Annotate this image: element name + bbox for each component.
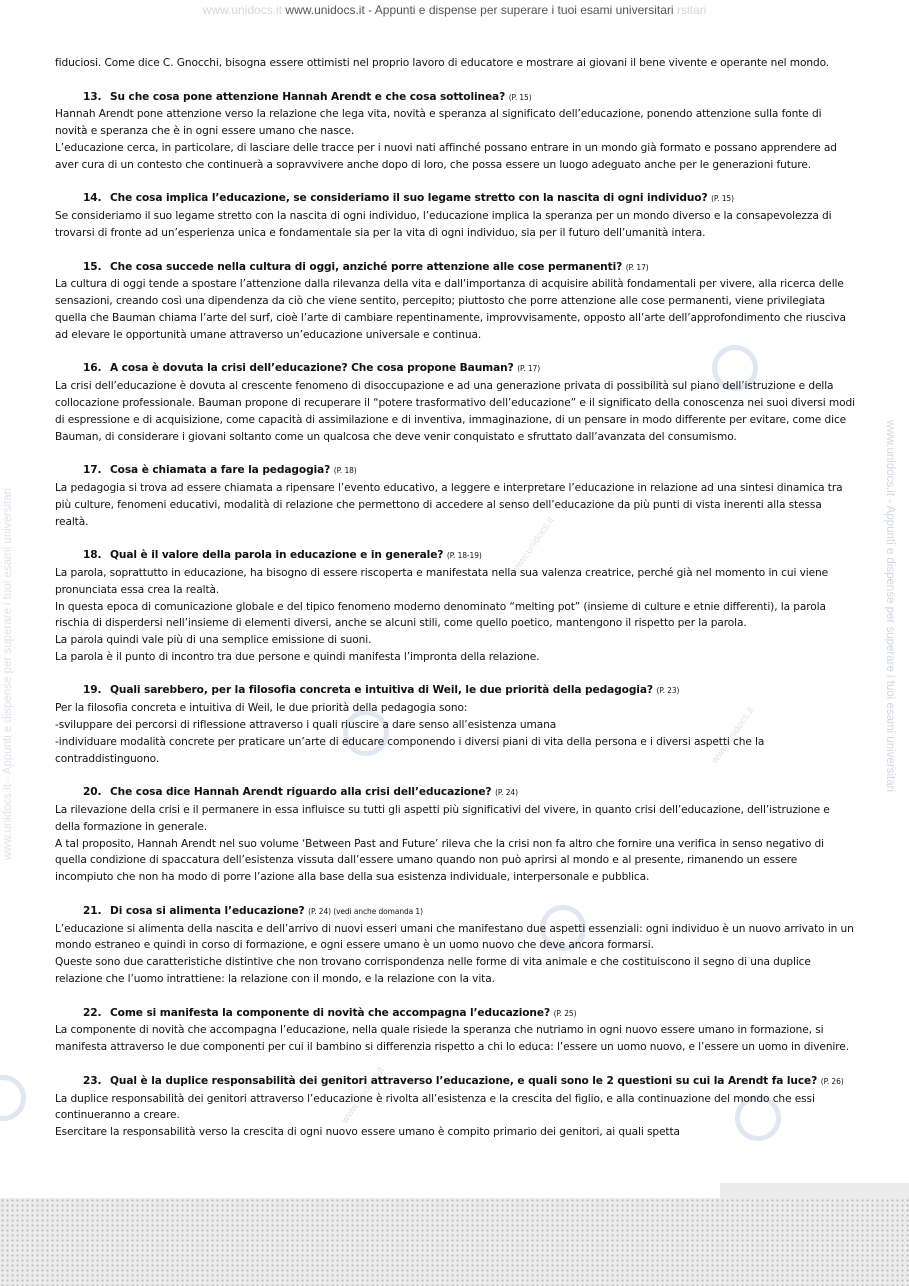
answer-paragraph: -sviluppare dei percorsi di riflessione attraverso i quali riuscire a dare senso all’esistenza umana: [55, 719, 557, 732]
diagonal-watermark-2: www.unidocs.it: [709, 705, 757, 766]
question-number: 14.: [83, 192, 102, 205]
page-reference: (P. 18-19): [446, 551, 482, 561]
question-number: 17.: [83, 464, 102, 477]
question-text: Quali sarebbero, per la filosofia concreta e intuitiva di Weil, le due priorità della pedagogia?: [110, 684, 653, 697]
page-reference: (P. 25): [553, 1008, 577, 1018]
question-text: Qual è la duplice responsabilità dei genitori attraverso l’educazione, e quali sono le 2 questioni su cui la Arendt fa luce?: [110, 1074, 818, 1087]
question-number: 21.: [83, 904, 102, 917]
question-number: 19.: [83, 684, 102, 697]
question-number: 20.: [83, 786, 102, 799]
question-number: 13.: [83, 90, 102, 103]
answer-paragraph: L’educazione si alimenta della nascita e dell’arrivo di nuovi esseri umani che manifestano due aspetti essenziali: ogni individuo è un nuovo arrivato in un mondo estraneo e quindi in corso di formazione, e ogni essere umano è un uomo nuovo che deve ancora formarsi.: [55, 922, 854, 952]
answer-paragraph: Per la filosofia concreta e intuitiva di Weil, le due priorità della pedagogia sono:: [55, 702, 468, 715]
question-number: 23.: [83, 1074, 102, 1087]
question-text: Come si manifesta la componente di novità che accompagna l’educazione?: [110, 1006, 550, 1019]
answer-paragraph: La duplice responsabilità dei genitori attraverso l’educazione è rivolta all’esistenza e la crescita del figlio, e alla continuazione del mondo che essi continueranno a creare.: [55, 1092, 815, 1122]
diagonal-watermark-3: www.unidocs.it: [339, 1065, 387, 1126]
page-reference: (P. 17): [625, 262, 649, 272]
question-heading: [55, 259, 855, 277]
question-heading: [55, 784, 855, 802]
answer-paragraph: L’educazione cerca, in particolare, di lasciare delle tracce per i nuovi nati affinché possano entrare in un mondo già formato e possano apprendere ad aver cura di un contesto che continuerà a sopravvivere anche dopo di loro, che possa essere un luogo adeguato anche per le generazioni future.: [55, 141, 837, 171]
question-number: 15.: [83, 260, 102, 273]
answer-paragraph: Se consideriamo il suo legame stretto con la nascita di ogni individuo, l’educazione implica la speranza per un mondo diverso e la consapevolezza di trovarsi di fronte ad un’esperienza unica e fondamentale sia per la vita di ogni individuo, sia per il futuro dell’umanità intera.: [55, 210, 832, 239]
question-heading: [55, 89, 855, 107]
header-watermark-left: www.unidocs.it: [202, 3, 283, 17]
page-reference: (P. 24) (vedi anche domanda 1): [308, 906, 423, 916]
answer-paragraph: La parola è il punto di incontro tra due persone e quindi manifesta l’impronta della relazione.: [55, 650, 540, 663]
answer-paragraph: Hannah Arendt pone attenzione verso la relazione che lega vita, novità e speranza al significato dell’educazione, ponendo attenzione sulla fonte di novità e speranza che è in ogni essere umano che nasce.: [55, 108, 822, 138]
question-text: Che cosa dice Hannah Arendt riguardo alla crisi dell’educazione?: [110, 786, 492, 799]
answer-paragraph: La pedagogia si trova ad essere chiamata a ripensare l’evento educativo, a leggere e interpretare l’educazione in relazione ad una sintesi dinamica tra più culture, fenomeni educativi, modalità di relazione che permettono di accedere al senso dell’educazione da più punti di vista inerenti alla stessa realtà.: [55, 481, 843, 528]
question-text: Su che cosa pone attenzione Hannah Arendt e che cosa sottolinea?: [110, 90, 506, 103]
question-heading: [55, 1073, 855, 1091]
answer-paragraph: La parola, soprattutto in educazione, ha bisogno di essere riscoperta e manifestata nella sua valenza creatrice, perché già nel momento in cui viene pronunciata essa crea la realtà.: [55, 566, 829, 596]
question-text: Qual è il valore della parola in educazione e in generale?: [110, 549, 444, 562]
watermark-logo-icon: [0, 1075, 26, 1121]
answer-paragraph: La crisi dell’educazione è dovuta al crescente fenomeno di disoccupazione e ad una generazione privata di possibilità sul piano dell’istruzione e della collocazione professionale. Bauman propone di recuperare il “potere trasformativo dell’educazione” e il significato della conoscenza nei suoi diversi modi di espressione e di acquisizione, come capacità di assimilazione e di inventiva, immaginazione, di un pensare in modo differente per evitare, come dice Bauman, di considerare i giovani soltanto come un qualcosa che deve venir conquistato e sfruttato dall’avanzata del consumismo.: [55, 380, 855, 443]
page-reference: (P. 23): [656, 686, 680, 696]
page-header: [0, 3, 909, 17]
diagonal-watermark-1: www.unidocs.it: [509, 515, 557, 576]
question-number: 16.: [83, 362, 102, 375]
question-heading: [55, 682, 855, 700]
page-reference: (P. 18): [333, 466, 357, 476]
page-reference: (P. 24): [495, 788, 518, 798]
question-heading: [55, 1005, 855, 1023]
question-text: Di cosa si alimenta l’educazione?: [110, 904, 305, 917]
question-number: 18.: [83, 549, 102, 562]
question-text: Che cosa implica l’educazione, se consideriamo il suo legame stretto con la nascita di ogni individuo?: [110, 192, 708, 205]
question-heading: [55, 903, 855, 921]
question-text: Cosa è chiamata a fare la pedagogia?: [110, 464, 331, 477]
page-reference: (P. 15): [711, 194, 734, 204]
page-reference: (P. 15): [508, 92, 532, 102]
question-heading: [55, 547, 855, 565]
answer-paragraph: Queste sono due caratteristiche distintive che non trovano corrispondenza nelle forme di vita animale e che costituiscono il segno di una duplice relazione che l’uomo intrattiene: la relazione con il mondo, e la relazione con la vita.: [55, 956, 811, 986]
header-text: www.unidocs.it - Appunti e dispense per superare i tuoi esami universitari: [285, 3, 674, 17]
intro-paragraph: fiduciosi. Come dice C. Gnocchi, bisogna essere ottimisti nel proprio lavoro di educatore e mostrare ai giovani il bene vivente e operante nel mondo.: [55, 57, 830, 69]
question-number: 22.: [83, 1006, 102, 1019]
question-heading: [55, 190, 855, 208]
answer-paragraph: In questa epoca di comunicazione globale e del tipico fenomeno moderno denominato “melting pot” (insieme di culture e etnie differenti), la parola rischia di disperdersi nell’insieme di elementi diversi, anche se alcuni stili, come quello poetico, mantengono il rispetto per la parola.: [55, 600, 826, 630]
question-heading: [55, 462, 855, 480]
question-text: A cosa è dovuta la crisi dell’educazione? Che cosa propone Bauman?: [110, 362, 514, 375]
answer-paragraph: La componente di novità che accompagna l’educazione, nella quale risiede la speranza che nutriamo in ogni nuovo essere umano in formazione, si manifesta attraverso le due componenti per cui il bambino si differenzia rispetto a chi lo educa: l’essere un uomo nuovo, e l’essere un uomo in divenire.: [55, 1024, 849, 1054]
page-reference: (P. 26): [820, 1076, 844, 1086]
answer-paragraph: La rilevazione della crisi e il permanere in essa influisce su tutti gli aspetti più significativi del vivere, in quanto crisi dell’educazione, dell’istruzione e della formazione in generale.: [55, 804, 830, 833]
answer-paragraph: La parola quindi vale più di una semplice emissione di suoni.: [55, 634, 372, 647]
blur-overlay-line: [720, 1183, 909, 1198]
question-heading: [55, 360, 855, 378]
question-text: Che cosa succede nella cultura di oggi, anziché porre attenzione alle cose permanenti?: [110, 260, 623, 273]
answer-paragraph: Esercitare la responsabilità verso la crescita di ogni nuovo essere umano è compito primario dei genitori, ai quali spetta: [55, 1126, 680, 1139]
answer-paragraph: La cultura di oggi tende a spostare l’attenzione dalla rilevanza della vita e dall’importanza di acquisire abilità fondamentali per vivere, alla ricerca delle sensazioni, creando così una dipendenza da ciò che viene sentito, percepito; piuttosto che porre attenzione alle cose permanenti, viene privilegiata quella che Bauman chiama l’arte del surf, cioè l’arte di cambiare repentinamente, improvvisamente, opposto all’arte dell’approfondimento che riusciva ad elevare le opportunità umane attraverso un’educazione universale e continua.: [55, 278, 846, 341]
page-reference: (P. 17): [517, 364, 541, 374]
side-watermark-right: www.unidocs.it - Appunti e dispense per superare i tuoi esami universitari: [884, 420, 896, 793]
answer-paragraph: A tal proposito, Hannah Arendt nel suo volume ‘Between Past and Future’ rileva che la crisi non fa altro che fornire una verifica in senso negativo di quella condizione di spaccatura dell’esistenza vissuta dall’essere umano quando non può aprirsi al mondo e al presente, rimanendo un essere incompiuto che non ha modo di porre l’azione alla base della sua esistenza individuale, interpersonale e pubblica.: [55, 837, 824, 884]
question-list: [55, 89, 855, 1141]
blur-overlay: [0, 1198, 909, 1286]
document-body: [55, 55, 855, 1141]
side-watermark-left: www.unidocs.it - Appunti e dispense per superare i tuoi esami universitari: [2, 487, 14, 860]
header-watermark-right: rsitari: [676, 3, 707, 17]
answer-paragraph: -individuare modalità concrete per praticare un’arte di educare componendo i diversi piani di vita della persona e i diversi aspetti che la contraddistinguono.: [55, 735, 765, 765]
